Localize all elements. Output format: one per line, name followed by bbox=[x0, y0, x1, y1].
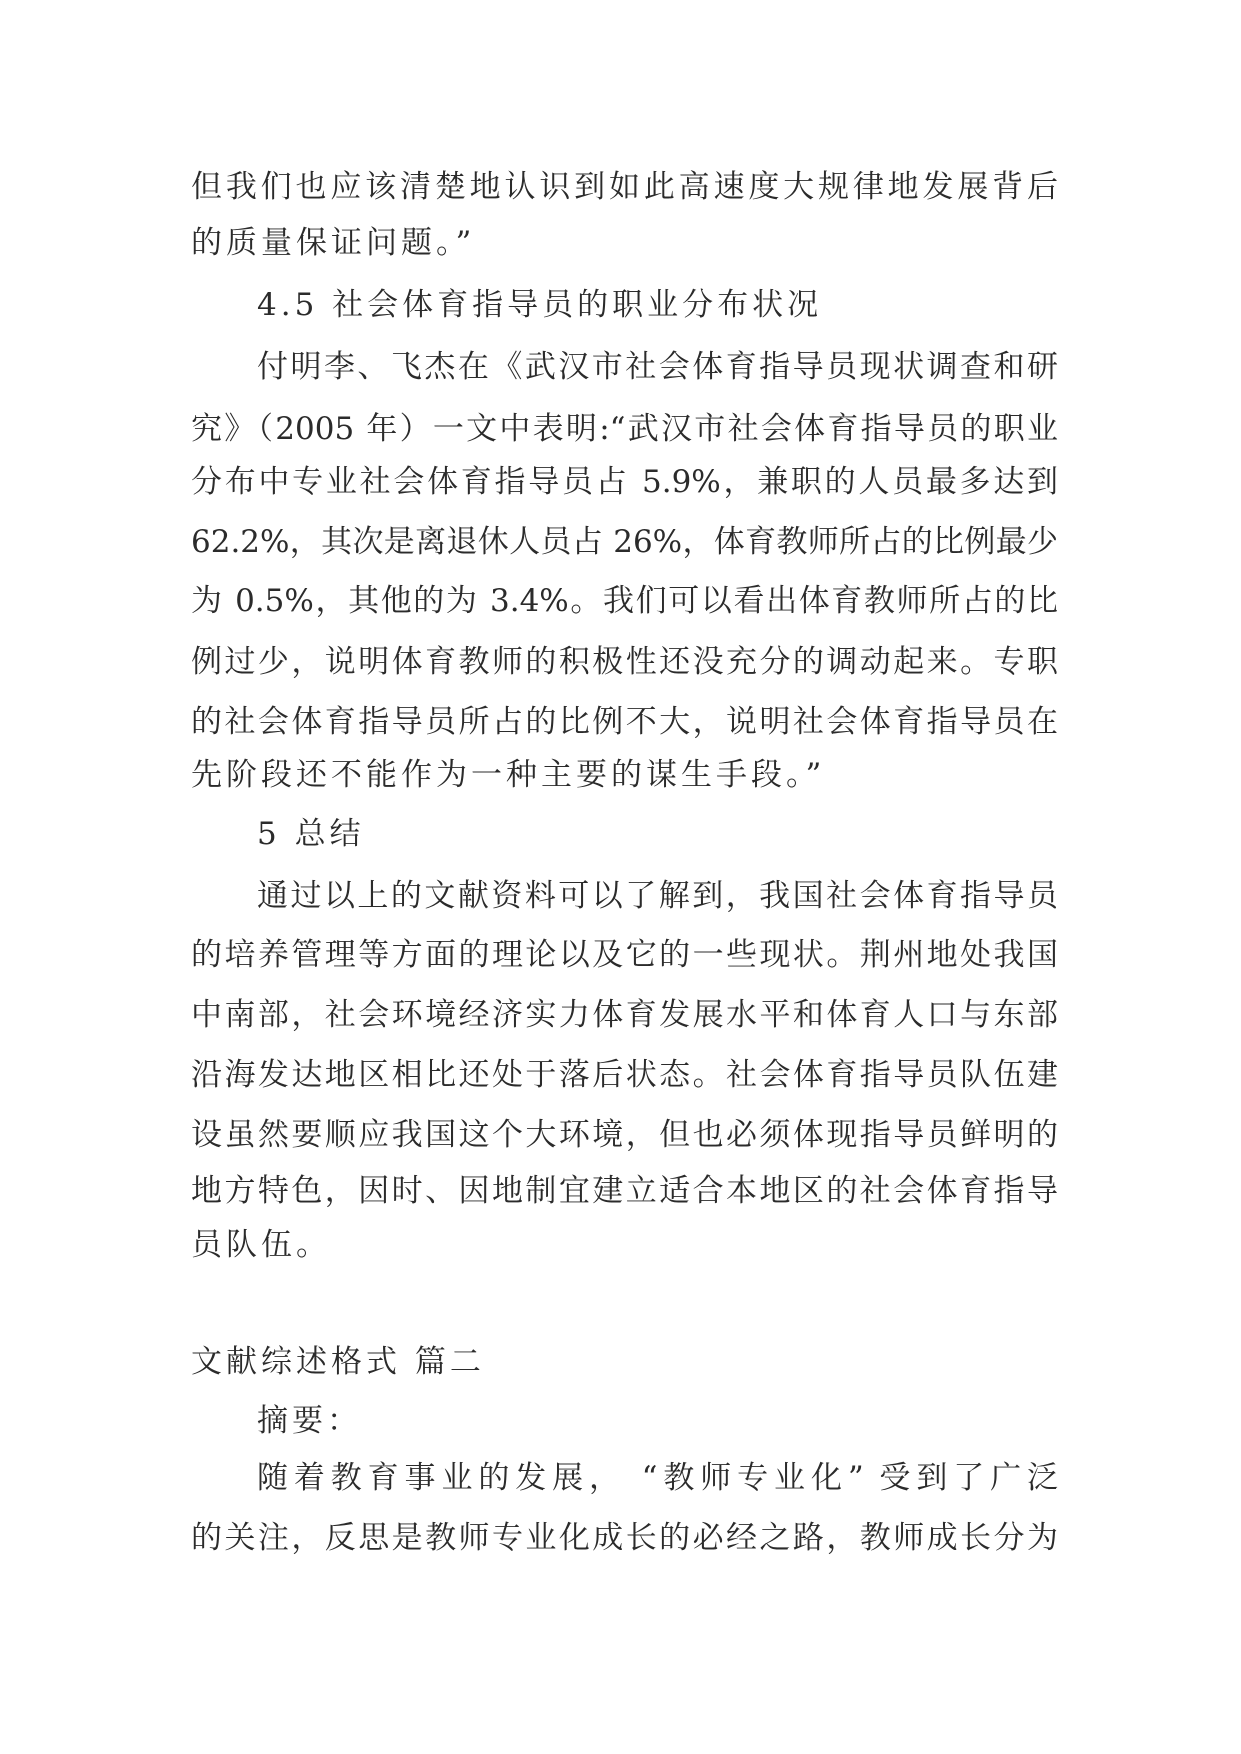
paragraph-line: 通过以上的文献资料可以了解到，我国社会体育指导员 bbox=[257, 878, 1058, 914]
paragraph-line: 地方特色，因时、因地制宜建立适合本地区的社会体育指导 bbox=[191, 1173, 1058, 1209]
paragraph-line: 为 0.5%，其他的为 3.4%。我们可以看出体育教师所占的比 bbox=[191, 583, 1058, 619]
paragraph-line: 随着教育事业的发展， “教师专业化” 受到了广泛 bbox=[257, 1460, 1058, 1496]
paragraph-line: 沿海发达地区相比还处于落后状态。社会体育指导员队伍建 bbox=[191, 1057, 1058, 1093]
paragraph-line: 例过少，说明体育教师的积极性还没充分的调动起来。专职 bbox=[191, 644, 1058, 680]
abstract-heading: 摘要： bbox=[257, 1403, 362, 1439]
paragraph-line: 中南部，社会环境经济实力体育发展水平和体育人口与东部 bbox=[191, 997, 1058, 1033]
paragraph-line: 设虽然要顺应我国这个大环境，但也必须体现指导员鲜明的 bbox=[191, 1117, 1058, 1153]
paragraph-line: 但我们也应该清楚地认识到如此高速度大规律地发展背后 bbox=[191, 169, 1058, 205]
paragraph-line: 分布中专业社会体育指导员占 5.9%，兼职的人员最多达到 bbox=[191, 464, 1058, 500]
section-heading: 4.5 社会体育指导员的职业分布状况 bbox=[257, 287, 823, 323]
paragraph-line: 的关注，反思是教师专业化成长的必经之路，教师成长分为 bbox=[191, 1520, 1058, 1556]
paragraph-line: 的社会体育指导员所占的比例不大，说明社会体育指导员在 bbox=[191, 704, 1058, 740]
paragraph-line: 究》（2005 年）一文中表明:“武汉市社会体育指导员的职业 bbox=[191, 411, 1058, 447]
paragraph-line: 员队伍。 bbox=[191, 1227, 331, 1263]
paragraph-line: 的培养管理等方面的理论以及它的一些现状。荆州地处我国 bbox=[191, 937, 1058, 973]
section-heading: 5 总结 bbox=[257, 816, 365, 852]
paragraph-line: 付明李、飞杰在《武汉市社会体育指导员现状调查和研 bbox=[257, 349, 1058, 385]
paragraph-line: 62.2%，其次是离退休人员占 26%，体育教师所占的比例最少 bbox=[191, 524, 1058, 560]
paragraph-line: 先阶段还不能作为一种主要的谋生手段。” bbox=[191, 757, 826, 793]
paragraph-line: 的质量保证问题。” bbox=[191, 225, 476, 261]
article-title: 文献综述格式 篇二 bbox=[191, 1344, 485, 1380]
